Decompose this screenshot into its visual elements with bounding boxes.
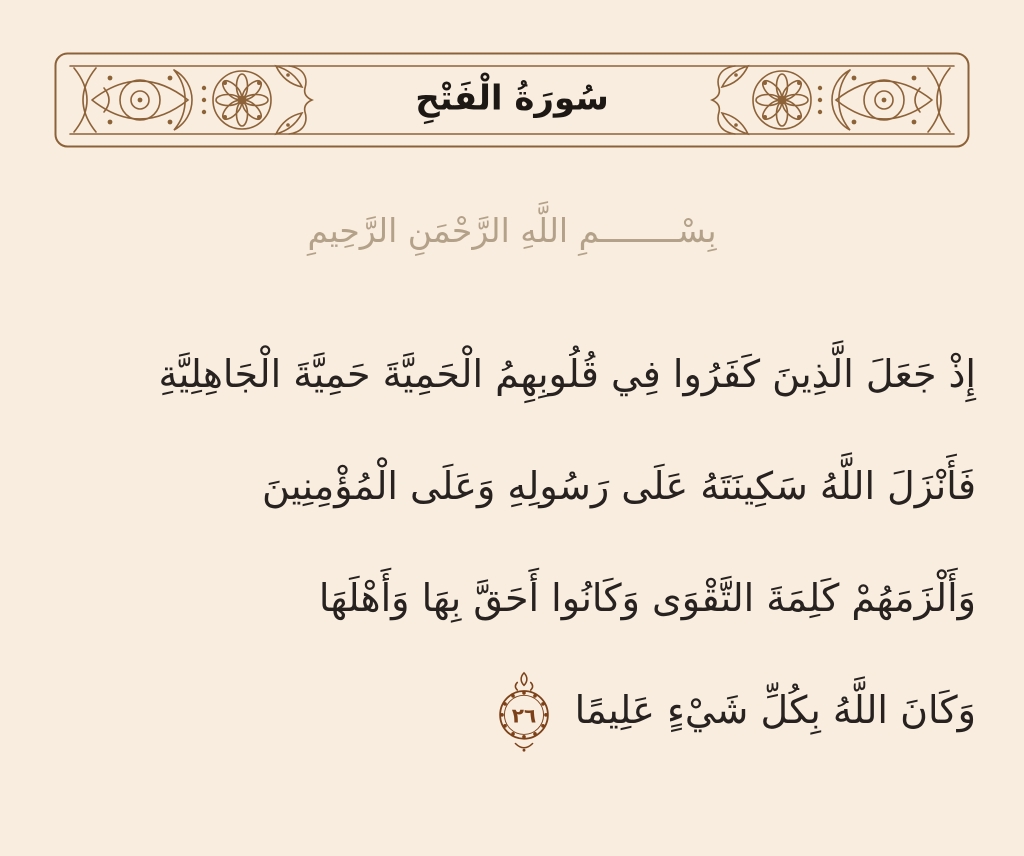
- verse-number: ٢٦: [511, 703, 536, 728]
- surah-title: سُورَةُ الْفَتْحِ: [415, 78, 609, 119]
- verse-line-4: [48, 654, 976, 766]
- banner-ornament-left-icon: [74, 66, 312, 134]
- verse-number-medallion-icon: [495, 670, 553, 754]
- quran-page: [0, 52, 1024, 856]
- verse-line-3: وَأَلْزَمَهُمْ كَلِمَةَ التَّقْوَى وَكَانُوا أَحَقَّ بِهَا وَأَهْلَهَا: [318, 575, 976, 620]
- surah-header-banner: [54, 52, 970, 148]
- banner-ornament-right-icon: [712, 66, 950, 134]
- verse-line-2: فَأَنْزَلَ اللَّهُ سَكِينَتَهُ عَلَى رَسُولِهِ وَعَلَى الْمُؤْمِنِينَ: [262, 463, 976, 508]
- verse-text-block: [0, 318, 1024, 766]
- bismillah-calligraphy: بِسْــــــــمِ اللَّهِ الرَّحْمَنِ الرَّحِيمِ: [307, 211, 717, 250]
- verse-line-1: إِذْ جَعَلَ الَّذِينَ كَفَرُوا فِي قُلُوبِهِمُ الْحَمِيَّةَ حَمِيَّةَ الْجَاهِلِيَّةِ: [158, 351, 976, 396]
- verse-line-4-text: وَكَانَ اللَّهُ بِكُلِّ شَيْءٍ عَلِيمًا: [574, 687, 976, 732]
